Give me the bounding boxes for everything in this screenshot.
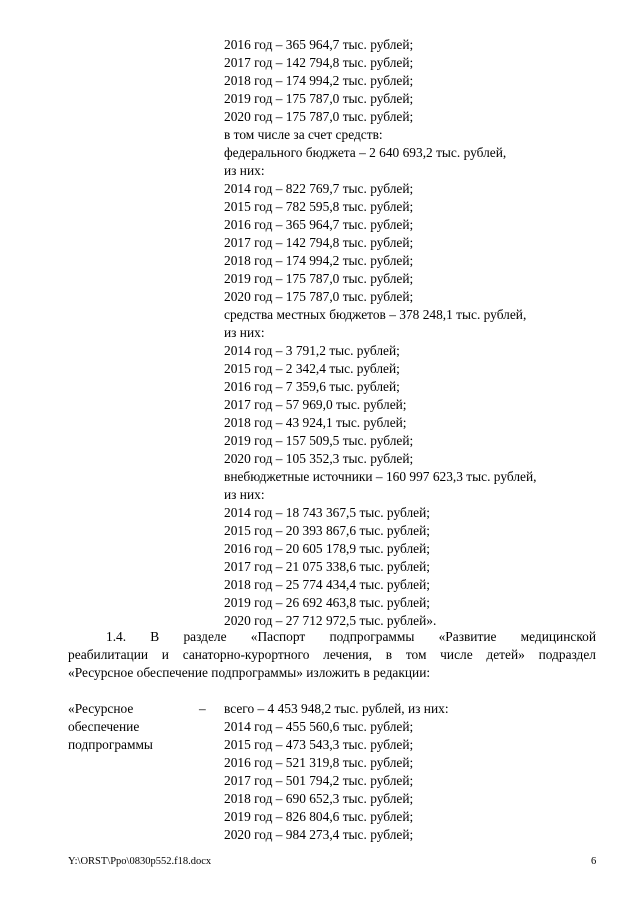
list-line: 2018 год – 43 924,1 тыс. рублей; [224,415,407,430]
list-line: в том числе за счет средств: [224,127,383,142]
list-line: 2014 год – 3 791,2 тыс. рублей; [224,343,400,358]
paragraph-line-2: реабилитации и санаторно-курортного лечения, в том числе детей» подраздел [68,647,596,662]
section-line: 2018 год – 690 652,3 тыс. рублей; [224,791,414,806]
paragraph-line-3: «Ресурсное обеспечение подпрограммы» изложить в редакции: [68,665,431,680]
page-number: 6 [591,856,597,867]
list-line: 2016 год – 20 605 178,9 тыс. рублей; [224,541,430,556]
section-line: 2016 год – 521 319,8 тыс. рублей; [224,755,414,770]
list-line: 2020 год – 175 787,0 тыс. рублей; [224,289,414,304]
list-line: 2019 год – 26 692 463,8 тыс. рублей; [224,595,430,610]
list-line: 2015 год – 20 393 867,6 тыс. рублей; [224,523,430,538]
section-line: 2019 год – 826 804,6 тыс. рублей; [224,809,414,824]
list-line: 2015 год – 782 595,8 тыс. рублей; [224,199,414,214]
list-line: 2016 год – 365 964,7 тыс. рублей; [224,217,414,232]
list-line: 2018 год – 174 994,2 тыс. рублей; [224,253,414,268]
section-label-line: обеспечение [68,719,140,734]
section-label-line: подпрограммы [68,737,153,752]
list-line: 2017 год – 142 794,8 тыс. рублей; [224,55,414,70]
list-line: 2018 год – 25 774 434,4 тыс. рублей; [224,577,430,592]
list-line: 2017 год – 142 794,8 тыс. рублей; [224,235,414,250]
list-line: 2019 год – 175 787,0 тыс. рублей; [224,271,414,286]
list-line: внебюджетные источники – 160 997 623,3 тыс. рублей, [224,469,537,484]
footer-file-path: Y:\ORST\Ppo\0830p552.f18.docx [68,856,212,867]
list-line: из них: [224,325,265,340]
list-line: 2018 год – 174 994,2 тыс. рублей; [224,73,414,88]
paragraph-line-1: 1.4. В разделе «Паспорт подпрограммы «Развитие медицинской [106,629,596,644]
list-line: 2019 год – 175 787,0 тыс. рублей; [224,91,414,106]
section-dash: – [199,701,206,716]
list-line: из них: [224,487,265,502]
list-line: 2019 год – 157 509,5 тыс. рублей; [224,433,414,448]
list-line: средства местных бюджетов – 378 248,1 тыс. рублей, [224,307,527,322]
list-line: 2016 год – 7 359,6 тыс. рублей; [224,379,400,394]
list-line: 2020 год – 175 787,0 тыс. рублей; [224,109,414,124]
list-line: 2016 год – 365 964,7 тыс. рублей; [224,37,414,52]
list-line: 2017 год – 57 969,0 тыс. рублей; [224,397,407,412]
section-line: всего – 4 453 948,2 тыс. рублей, из них: [224,701,449,716]
list-line: 2020 год – 27 712 972,5 тыс. рублей». [224,613,437,628]
list-line: 2017 год – 21 075 338,6 тыс. рублей; [224,559,430,574]
amendment-paragraph [68,628,596,682]
list-line: 2020 год – 105 352,3 тыс. рублей; [224,451,414,466]
section-line: 2015 год – 473 543,3 тыс. рублей; [224,737,414,752]
list-line: 2014 год – 822 769,7 тыс. рублей; [224,181,414,196]
section-line: 2017 год – 501 794,2 тыс. рублей; [224,773,414,788]
list-line: 2014 год – 18 743 367,5 тыс. рублей; [224,505,430,520]
list-line: из них: [224,163,265,178]
section-label-line: «Ресурсное [68,701,134,716]
section-line: 2020 год – 984 273,4 тыс. рублей; [224,827,414,842]
section-line: 2014 год – 455 560,6 тыс. рублей; [224,719,414,734]
list-line: 2015 год – 2 342,4 тыс. рублей; [224,361,400,376]
list-line: федерального бюджета – 2 640 693,2 тыс. рублей, [224,145,507,160]
